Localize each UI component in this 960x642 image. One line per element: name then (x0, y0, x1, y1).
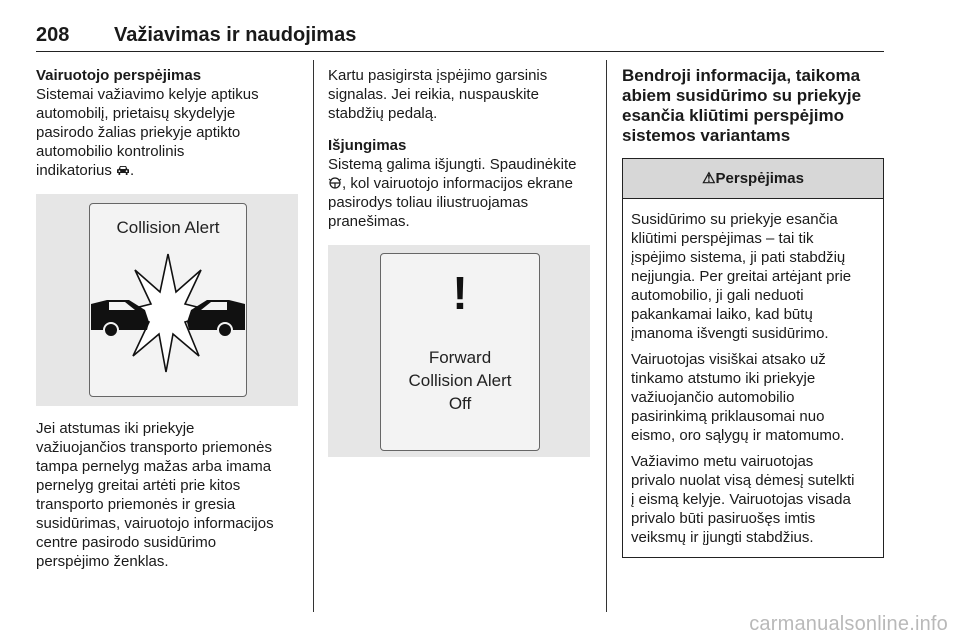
page-header (36, 22, 884, 52)
collision-alert-figure (36, 194, 298, 406)
fca-off-figure (328, 245, 590, 457)
warning-box (622, 158, 884, 558)
collision-alert-display (89, 203, 247, 397)
page-number: 208 (36, 24, 70, 46)
collision-graphic (89, 244, 247, 394)
warning-box-body (623, 199, 883, 557)
warning-box-header (623, 159, 883, 199)
section-heading-deactivation: Išjungimas (328, 137, 407, 154)
section-heading-general-info: Bendroji informacija, taikoma abiem susidūrimo su priekyje esančia kliūtimi perspėjimo sistemos variantams (622, 66, 862, 145)
paragraph-audible-signal: Kartu pasigirsta įspėjimo garsinis signalas. Jei reikia, nuspauskite stabdžių pedalą. (328, 67, 548, 122)
column-3 (622, 66, 884, 558)
collision-alert-label: Collision Alert (116, 218, 220, 237)
paragraph-detection: Sistemai važiavimo kelyje aptikus automobilį, prietaisų skydelyje pasirodo žalias priekyje aptikto automobilio kontrolinis indikatorius . (36, 86, 259, 179)
column-divider-2 (606, 60, 607, 612)
column-1 (36, 66, 298, 571)
watermark: carmanualsonline.info (749, 613, 948, 635)
paragraph-warning-symbol: Jei atstumas iki priekyje važiuojančios transporto priemonės tampa pernelyg mažas arba imama pernelyg greitai artėti prie kitos transporto priemonės ir gresia susidūrimas, vairuotojo informacijos centre pasirodo susidūrimo perspėjimo ženklas. (36, 420, 274, 570)
car-front-icon (116, 165, 130, 176)
fca-off-text: Forward Collision Alert Off (408, 348, 512, 413)
column-divider-1 (313, 60, 314, 612)
warning-exclamation-icon: ! (452, 267, 468, 319)
warning-triangle-icon: ⚠ (702, 170, 716, 187)
paragraph-deactivation: Sistemą galima išjungti. Spaudinėkite , kol vairuotojo informacijos ekrane pasirodys toliau iliustruojamas pranešimas. (328, 156, 577, 230)
car-right-icon (187, 300, 245, 337)
steering-wheel-button-icon (328, 177, 342, 189)
fca-off-display (380, 253, 540, 451)
warning-paragraph-3: Važiavimo metu vairuotojas privalo nuolat visą dėmesį sutelkti į eismą kelyje. Vairuotojas visada privalo būti pasiruošęs imtis veiksmų ir įjungti stabdžius. (631, 453, 855, 546)
column-2 (328, 66, 596, 457)
warning-paragraph-1: Susidūrimo su priekyje esančia kliūtimi perspėjimas – tai tik įspėjimo sistema, ji pati stabdžių neįjungia. Per greitai artėjant prie automobilio, ji gali neduoti pakankamai laiko, kad būtų įmanoma išvengti susidūrimo. (631, 211, 852, 342)
section-heading-driver-alert: Vairuotojo perspėjimas (36, 67, 202, 84)
page-title: Važiavimas ir naudojimas (114, 24, 357, 46)
warning-paragraph-2: Vairuotojas visiškai atsako už tinkamo atstumo iki priekyje važiuojančio automobilio pasirinkimą priklausomai nuo eismo, oro sąlygų ir matomumo. (631, 351, 845, 444)
warning-title: Perspėjimas (715, 170, 804, 187)
car-left-icon (91, 300, 149, 337)
